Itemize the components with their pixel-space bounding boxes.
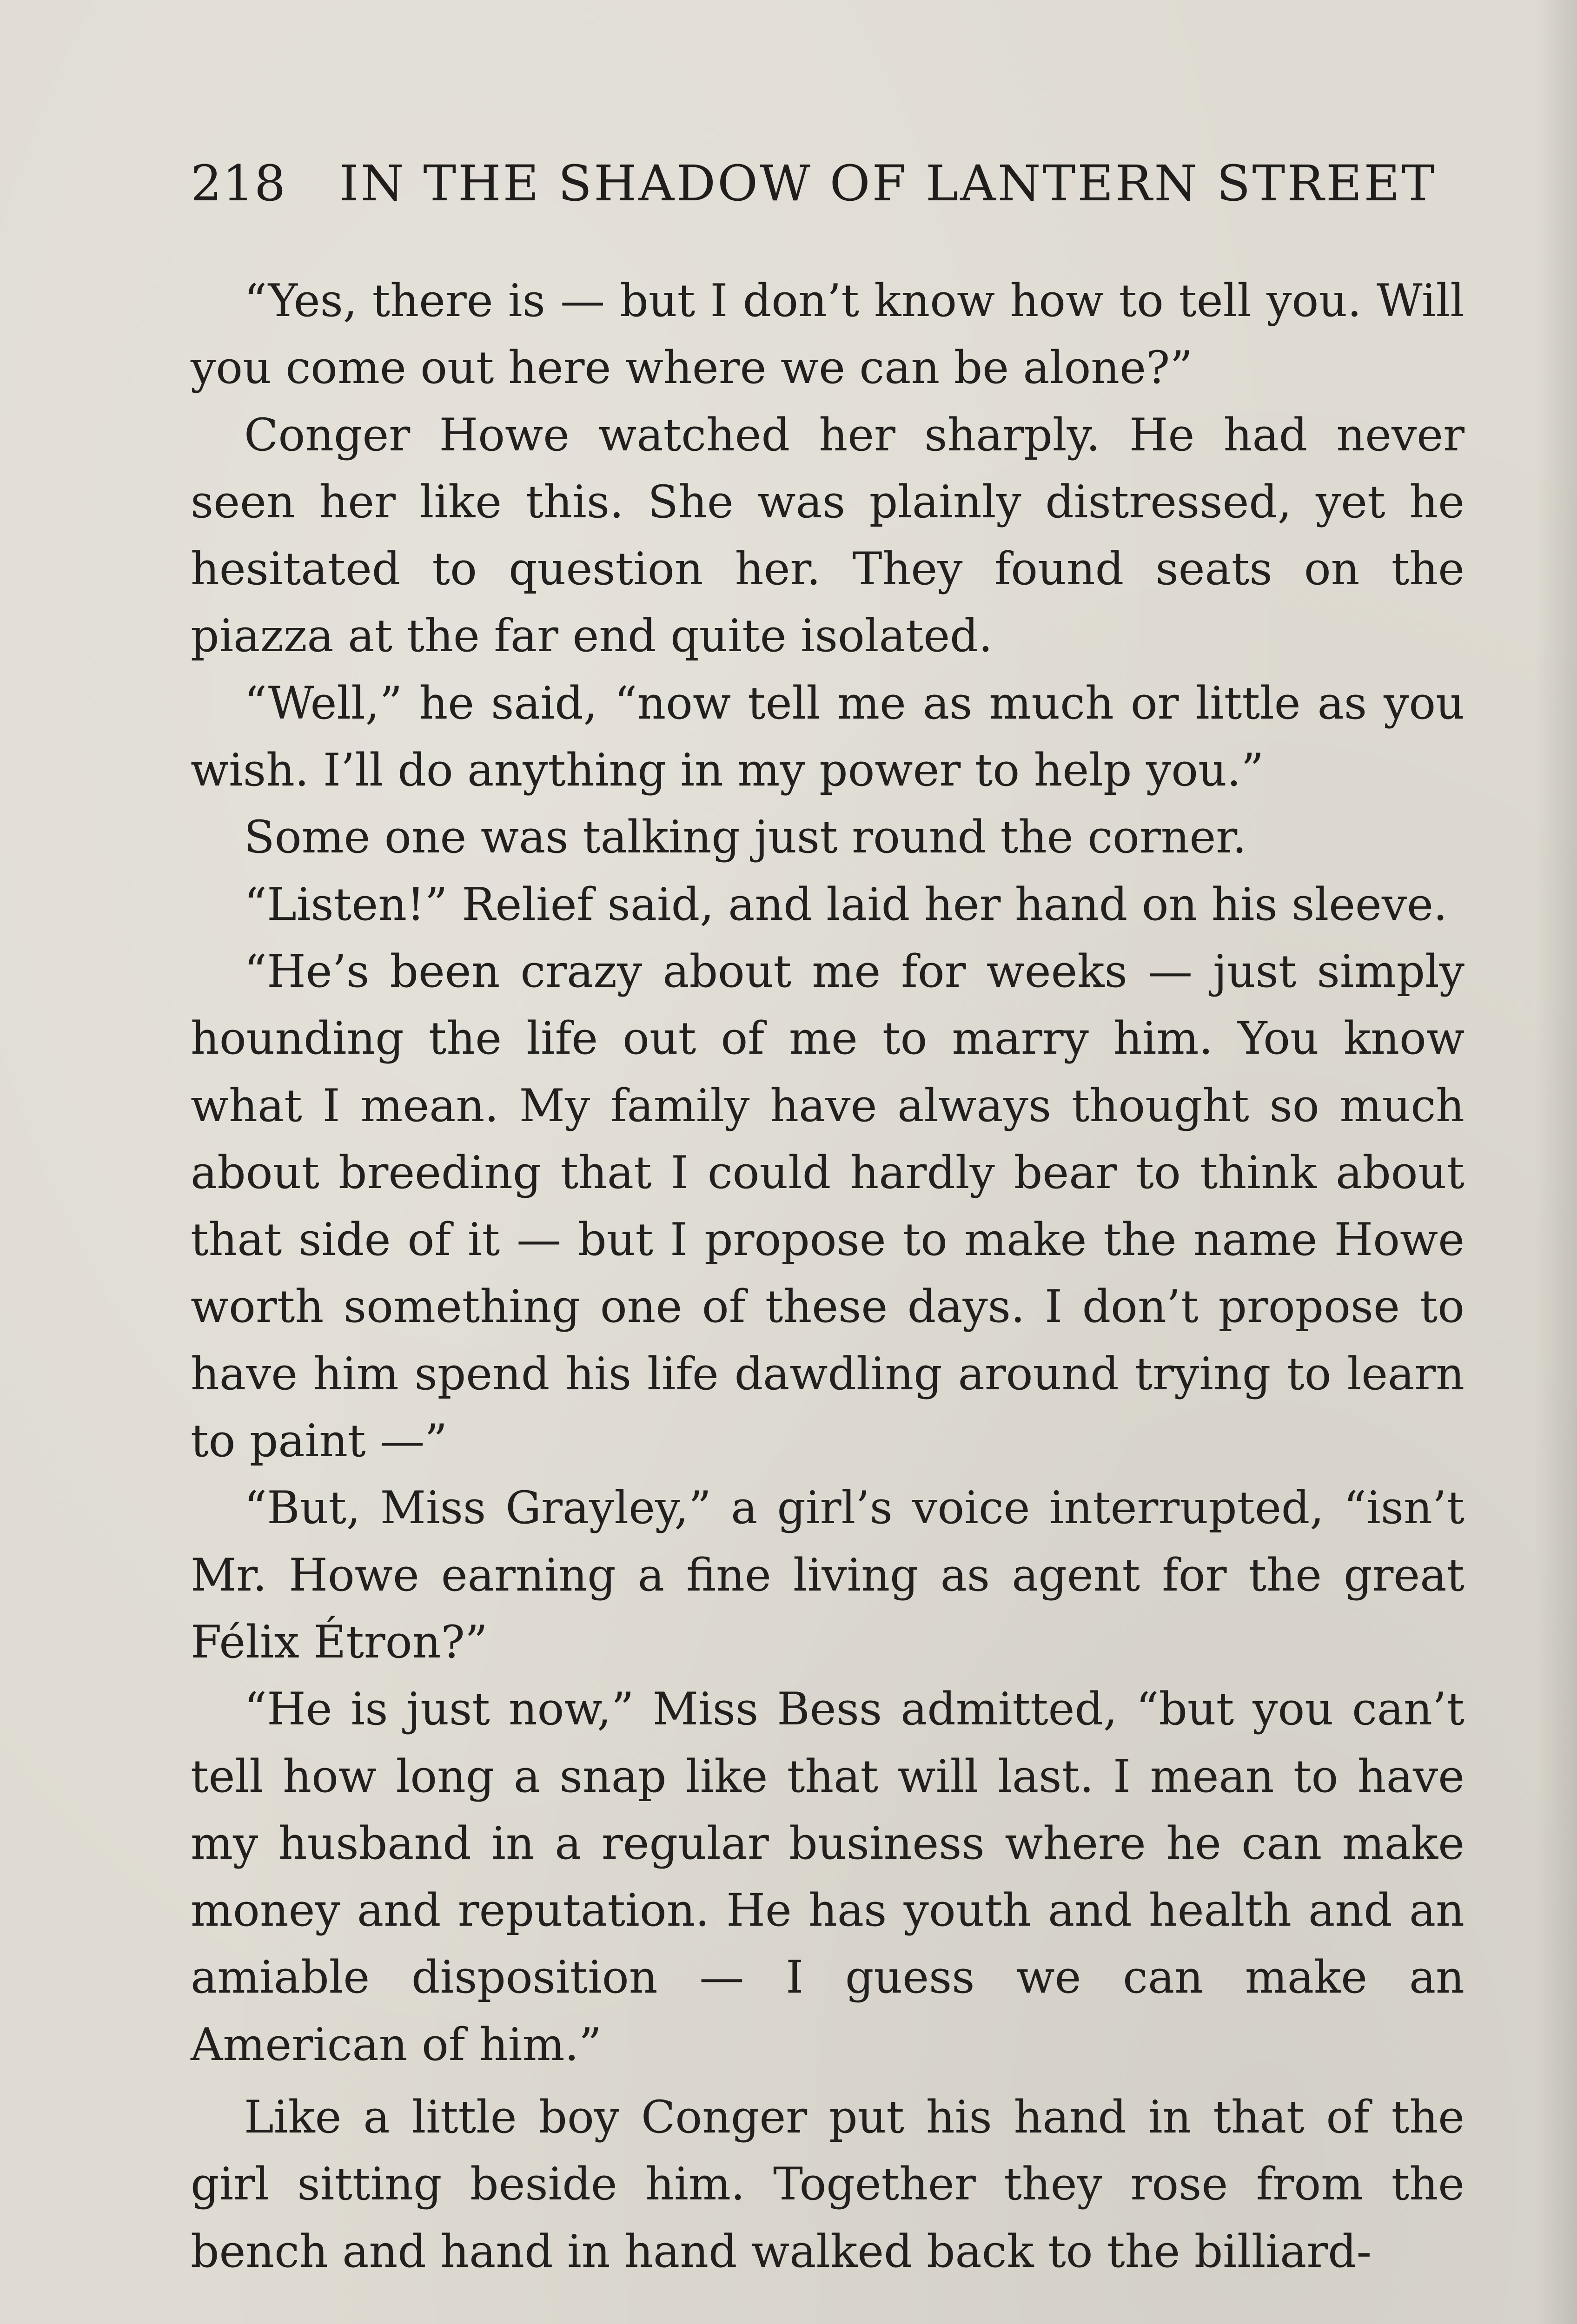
running-title: IN THE SHADOW OF LANTERN STREET — [339, 155, 1437, 212]
paragraph: “Well,” he said, “now tell me as much or little as you wish. I’ll do anything in my power to help you.” — [191, 677, 1464, 797]
paragraph: Some one was talking just round the corner. — [244, 811, 1247, 864]
paragraph: “But, Miss Grayley,” a girl’s voice interrupted, “isn’t Mr. Howe earning a fine living as agent for the great Félix Étron?” — [191, 1482, 1464, 1668]
running-header — [191, 153, 1455, 214]
paragraph: “He’s been crazy about me for weeks — just simply hounding the life out of me to marry him. You know what I mean. My family have always thought so much about breeding that I could hardly bear to think about that side of it — but I propose to make the name Howe worth something one of these days. I don’t propose to have him spend his life dawdling around trying to learn to paint —” — [191, 945, 1464, 1467]
paragraph: “Yes, there is — but I don’t know how to tell you. Will you come out here where we can be alone?” — [191, 275, 1464, 394]
page-number: 218 — [191, 155, 286, 212]
paragraph: “He is just now,” Miss Bess admitted, “but you can’t tell how long a snap like that will last. I mean to have my husband in a regular business where he can make money and reputation. He has youth and health and an amiable disposition — I guess we can make an American of him.” — [191, 1683, 1464, 2071]
paragraph: “Listen!” Relief said, and laid her hand on his sleeve. — [244, 878, 1448, 931]
paragraph: Like a little boy Conger put his hand in that of the girl sitting beside him. Together they rose from the bench and hand in hand walked back to the billiard- — [191, 2091, 1464, 2278]
page-body — [191, 267, 1464, 2285]
paragraph: Conger Howe watched her sharply. He had never seen her like this. She was plainly distressed, yet he hesitated to question her. They found seats on the piazza at the far end quite isolated. — [191, 409, 1464, 662]
